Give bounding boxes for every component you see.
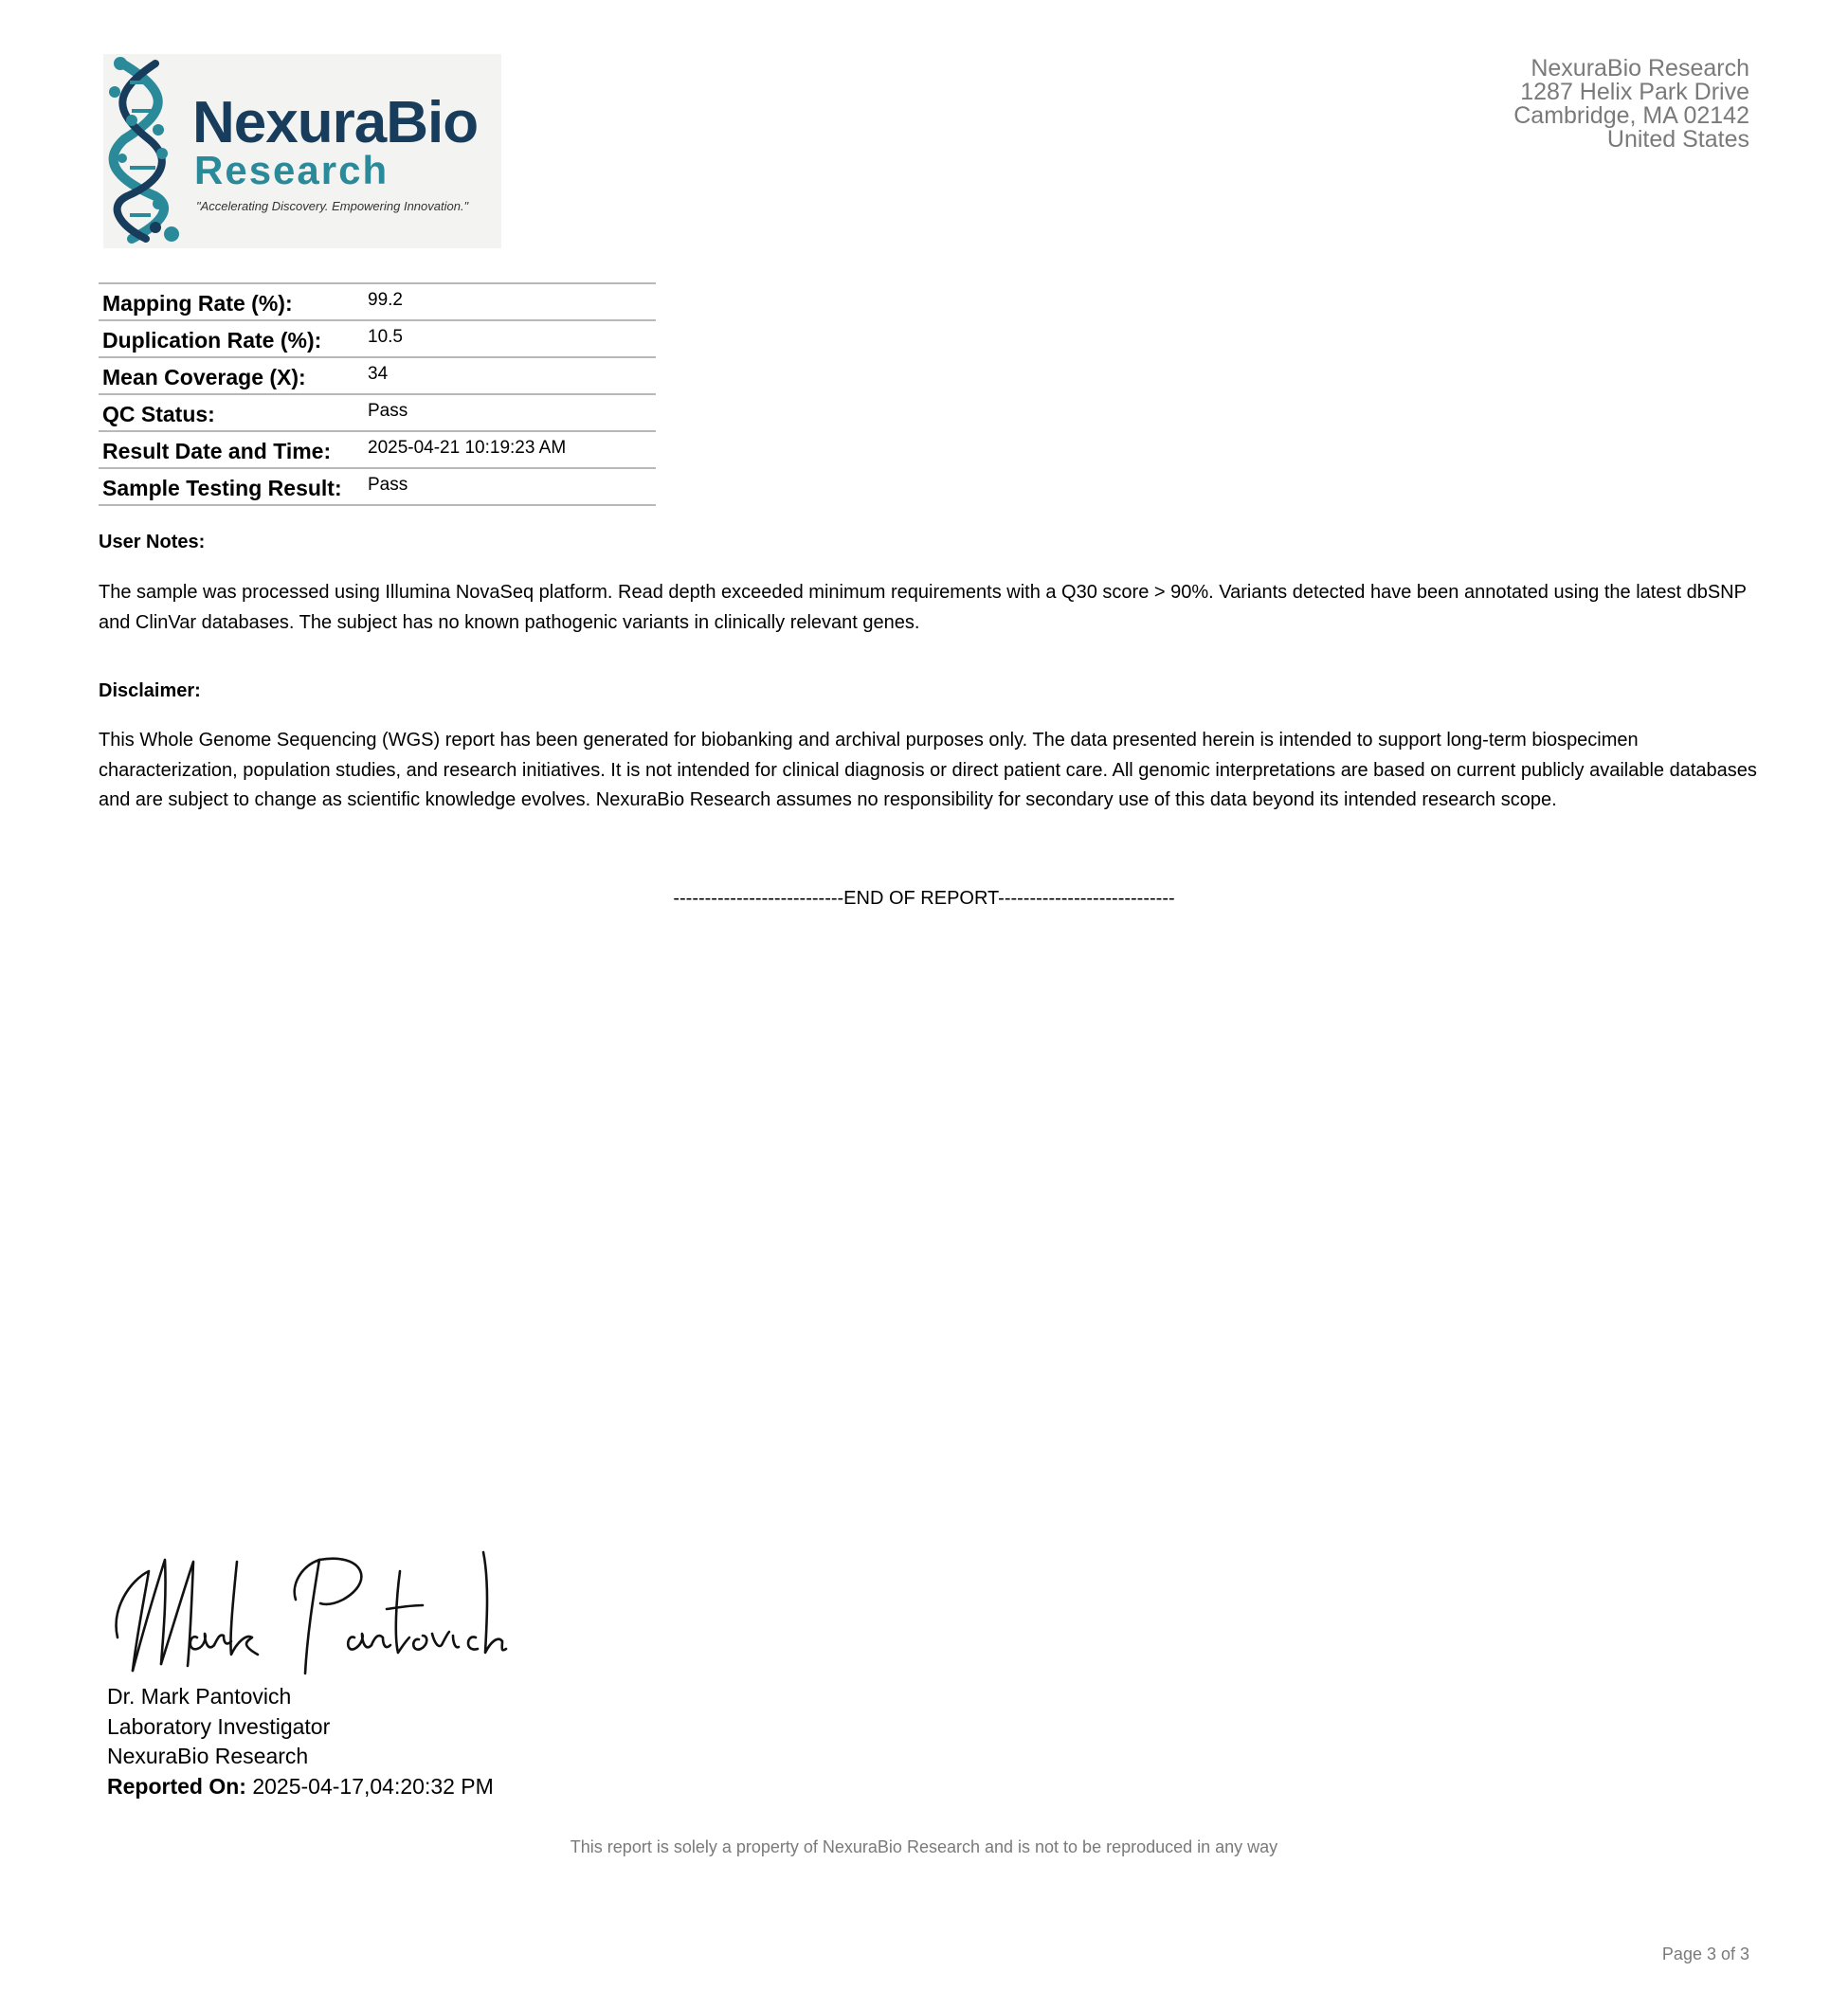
- dna-helix-icon: [103, 54, 198, 248]
- logo-tagline: "Accelerating Discovery. Empowering Innovation.": [196, 199, 469, 213]
- metric-value: Pass: [368, 474, 408, 495]
- metric-value: 10.5: [368, 326, 403, 347]
- metric-value: Pass: [368, 400, 408, 421]
- metric-value: 34: [368, 363, 389, 384]
- disclaimer-heading: Disclaimer:: [99, 680, 201, 701]
- address-line-3: Cambridge, MA 02142: [1513, 102, 1749, 129]
- table-row: [99, 394, 656, 431]
- metric-value: 2025-04-21 10:19:23 AM: [368, 437, 567, 458]
- company-logo: [103, 54, 501, 248]
- signer-block: [107, 1682, 494, 1801]
- reported-on-label: Reported On:: [107, 1773, 246, 1799]
- qc-metrics-table: [99, 282, 656, 506]
- table-row: [99, 320, 656, 357]
- table-row: [99, 283, 656, 320]
- metric-label: Mapping Rate (%):: [102, 291, 293, 316]
- metric-value: 99.2: [368, 289, 403, 310]
- address-line-4: United States: [1606, 126, 1749, 153]
- address-line-1: NexuraBio Research: [1531, 55, 1749, 81]
- signature-image: [106, 1543, 514, 1685]
- address-line-2: 1287 Helix Park Drive: [1520, 79, 1749, 105]
- logo-name: NexuraBio: [192, 90, 479, 155]
- end-of-report-marker: ---------------------------END OF REPORT----------------------------: [673, 888, 1175, 909]
- footer-notice: This report is solely a property of NexuraBio Research and is not to be reproduced in any way: [570, 1837, 1278, 1856]
- table-row: [99, 468, 656, 505]
- metric-label: Duplication Rate (%):: [102, 328, 322, 353]
- page-number: Page 3 of 3: [1661, 1945, 1749, 1963]
- user-notes-text: The sample was processed using Illumina NovaSeq platform. Read depth exceeded minimum requirements with a Q30 score > 90%. Variants detected have been annotated using the latest dbSNP and ClinVar databases. The subject has no known pathogenic variants in clinically relevant genes.: [99, 582, 1747, 633]
- signer-name: Dr. Mark Pantovich: [107, 1684, 292, 1709]
- reported-on-value: 2025-04-17,04:20:32 PM: [245, 1773, 494, 1799]
- signer-organization: NexuraBio Research: [107, 1744, 309, 1768]
- table-row: [99, 357, 656, 394]
- user-notes-heading: User Notes:: [99, 532, 206, 552]
- metric-label: QC Status:: [102, 402, 215, 426]
- company-address: [1513, 57, 1749, 152]
- metric-label: Sample Testing Result:: [102, 476, 342, 500]
- reported-on: [107, 1772, 494, 1802]
- disclaimer-text: This Whole Genome Sequencing (WGS) report has been generated for biobanking and archival purposes only. The data presented herein is intended to support long-term biospecimen characterization, population studies, and research initiatives. It is not intended for clinical diagnosis or direct patient care. All genomic interpretations are based on current publicly available databases and are subject to change as scientific knowledge evolves. NexuraBio Research assumes no responsibility for secondary use of this data beyond its intended research scope.: [99, 730, 1757, 810]
- metric-label: Result Date and Time:: [102, 439, 332, 463]
- metric-label: Mean Coverage (X):: [102, 365, 306, 389]
- logo-subtitle: Research: [194, 148, 390, 192]
- signer-title: Laboratory Investigator: [107, 1713, 331, 1739]
- table-row: [99, 431, 656, 468]
